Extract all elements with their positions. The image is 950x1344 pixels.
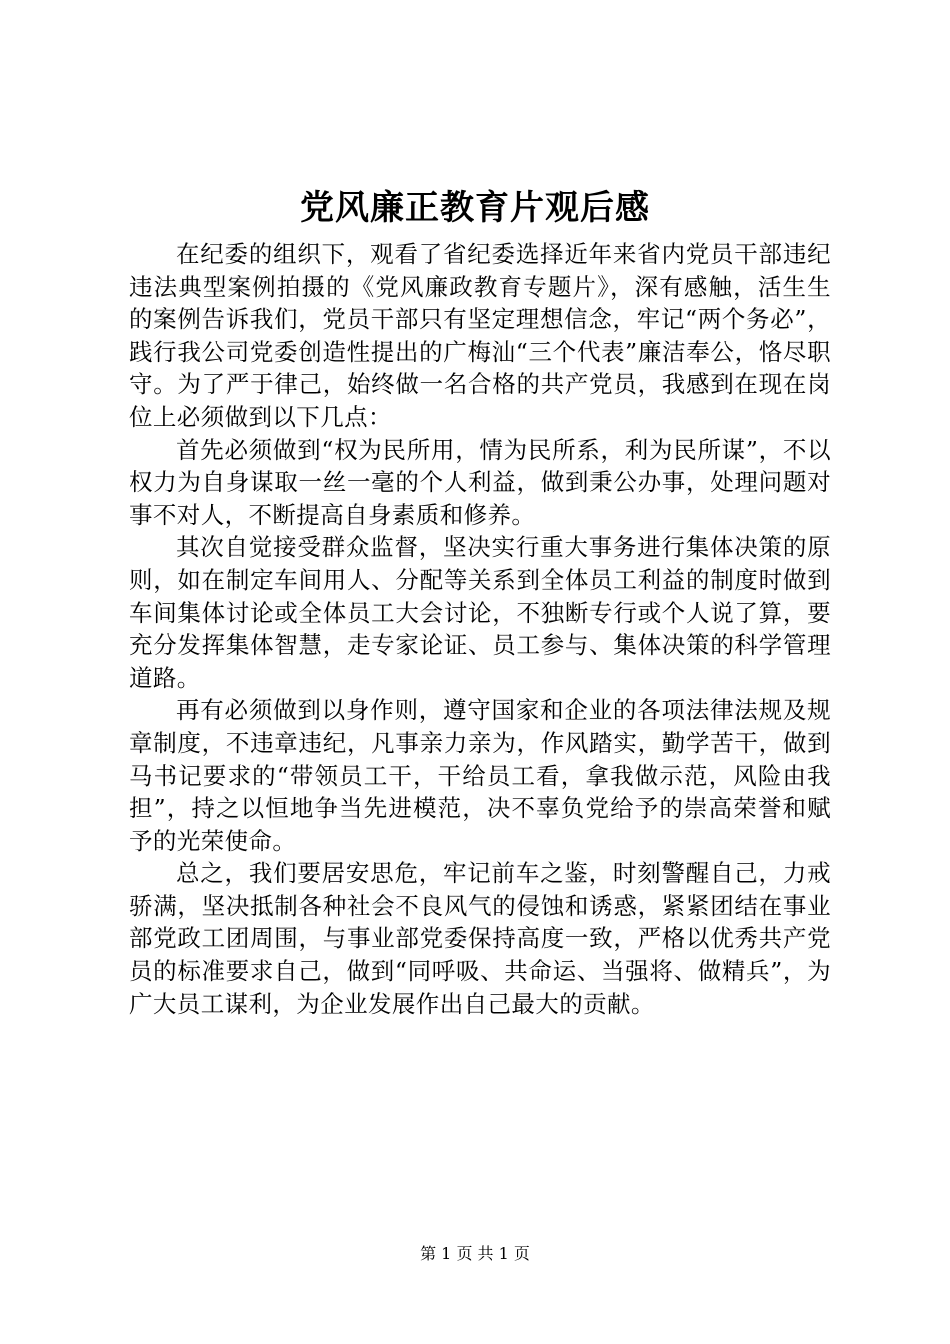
paragraph-conclusion: 总之，我们要居安思危，牢记前车之鉴，时刻警醒自己，力戒骄满，坚决抵制各种社会不良风气的侵蚀和诱惑，紧紧团结在事业部党政工团周围，与事业部党委保持高度一致，严格以优秀共产党员的标准要求自己，做到“同呼吸、共命运、当强将、做精兵”，为广大员工谋利，为企业发展作出自己最大的贡献。 (129, 859, 831, 1018)
document-body (129, 238, 831, 1020)
paragraph-first-point: 首先必须做到“权为民所用，情为民所系，利为民所谋”，不以权力为自身谋取一丝一毫的个人利益，做到秉公办事，处理问题对事不对人，不断提高自身素质和修养。 (129, 435, 831, 529)
document-title: 党风廉正教育片观后感 (300, 188, 650, 228)
paragraph-second-point: 其次自觉接受群众监督，坚决实行重大事务进行集体决策的原则，如在制定车间用人、分配等关系到全体员工利益的制度时做到车间集体讨论或全体员工大会讨论，不独断专行或个人说了算，要充分发挥集体智慧，走专家论证、员工参与、集体决策的科学管理道路。 (129, 533, 831, 692)
page-number-footer: 第 1 页 共 1 页 (420, 1244, 530, 1263)
paragraph-intro: 在纪委的组织下，观看了省纪委选择近年来省内党员干部违纪违法典型案例拍摄的《党风廉政教育专题片》，深有感触，活生生的案例告诉我们，党员干部只有坚定理想信念，牢记“两个务必”，践行我公司党委创造性提出的广梅汕“三个代表”廉洁奉公，恪尽职守。为了严于律己，始终做一名合格的共产党员，我感到在现在岗位上必须做到以下几点： (129, 240, 831, 431)
paragraph-third-point: 再有必须做到以身作则，遵守国家和企业的各项法律法规及规章制度，不违章违纪，凡事亲力亲为，作风踏实，勤学苦干，做到马书记要求的“带领员工干，干给员工看，拿我做示范，风险由我担”，持之以恒地争当先进模范，决不辜负党给予的崇高荣誉和赋予的光荣使命。 (129, 696, 831, 855)
